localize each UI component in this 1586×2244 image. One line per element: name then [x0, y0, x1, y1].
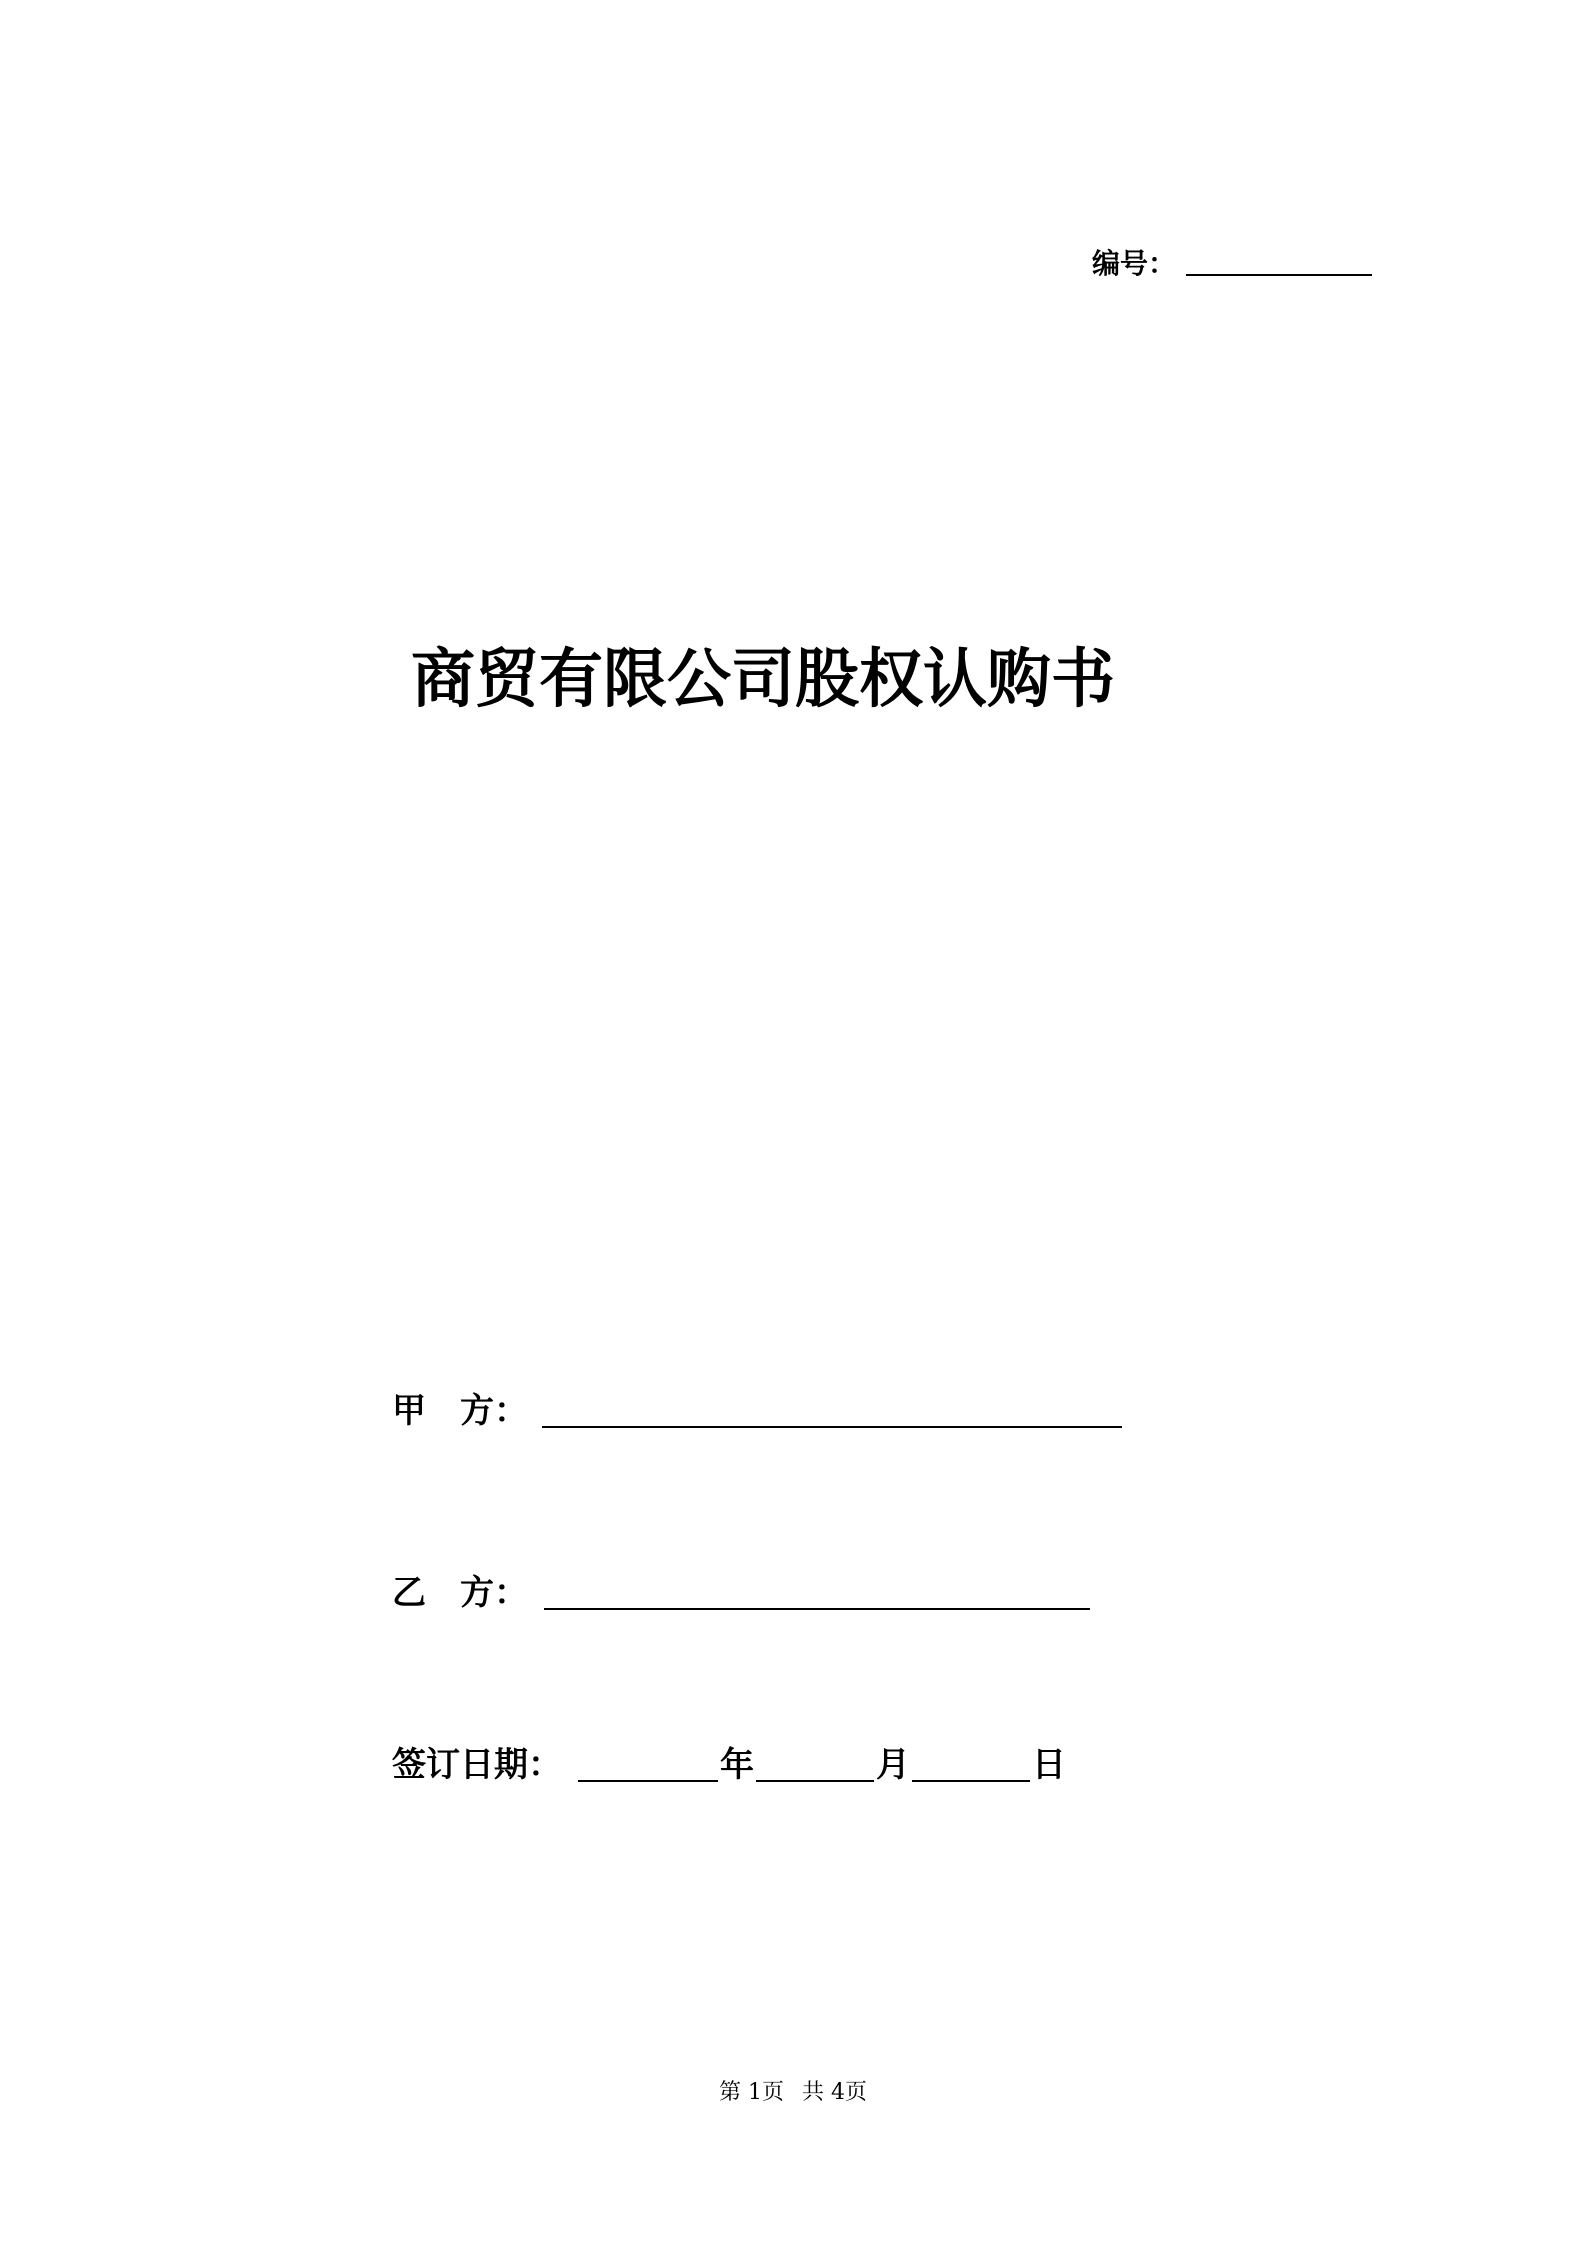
sign-date-label: 签订日期：	[392, 1745, 562, 1785]
sign-date-field	[392, 1740, 1066, 1790]
page-footer	[0, 2078, 1586, 2108]
contract-number	[1092, 244, 1372, 284]
party-b-field	[392, 1568, 1090, 1618]
contract-number-label: 编号：	[1092, 247, 1177, 280]
sign-month-blank	[756, 1780, 874, 1782]
party-a-field	[392, 1386, 1122, 1436]
month-unit: 月	[876, 1745, 910, 1785]
page-total: 共 4页	[802, 2080, 867, 2105]
sign-day-blank	[912, 1780, 1030, 1782]
party-a-blank	[542, 1426, 1122, 1428]
sign-year-blank	[578, 1780, 718, 1782]
party-a-label: 甲 方：	[392, 1391, 528, 1431]
party-b-blank	[544, 1608, 1090, 1610]
document-title: 商贸有限公司股权认购书	[411, 643, 1115, 717]
page-current: 第 1页	[719, 2080, 784, 2105]
contract-number-blank	[1186, 274, 1372, 276]
year-unit: 年	[720, 1745, 754, 1785]
party-b-label: 乙 方：	[392, 1573, 528, 1613]
day-unit: 日	[1032, 1745, 1066, 1785]
